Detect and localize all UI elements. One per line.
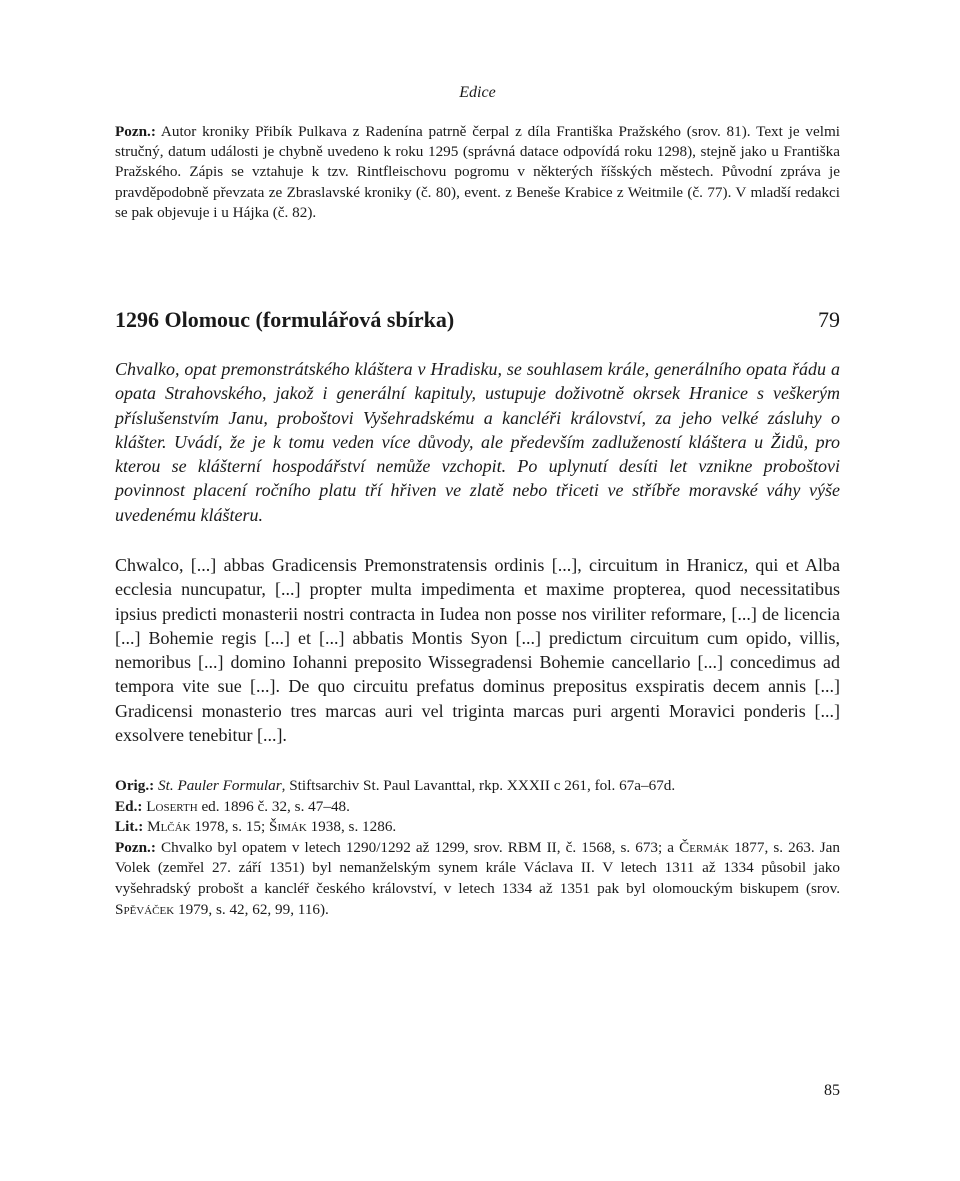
pozn-author-2: Spěváček [115,900,175,918]
lit-author-1: Mlčák [147,818,191,836]
orig-label: Orig.: [115,777,155,794]
running-head: Edice [459,84,496,101]
entry-title: 1296 Olomouc (formulářová sbírka) [115,307,455,332]
pozn-text-3: 1979, s. 42, 62, 99, 116). [174,900,329,918]
lit-rest-1: 1978, s. 15; [190,818,269,836]
ed-author: Loserth [146,797,198,815]
apparatus-orig [115,776,840,797]
top-note-text: Autor kroniky Přibík Pulkava z Radenína patrně čerpal z díla Františka Pražského (srov. 81). Text je velmi stručný, datum události je chybně uvedeno k roku 1295 (správná datace odpovídá roku 1298), stejně jako u Františka Pražského. Zápis se vztahuje k tzv. Rintfleischovu pogromu v některých říšských městech. Původní zpráva je pravděpodobně převzata ze Zbraslavské kroniky (č. 80), event. z Beneše Krabice z Weitmile (č. 77). V mladší redakci se pak objevuje i u Hájka (č. 82). [115,123,841,221]
lit-author-2: Šimák [269,818,307,836]
pozn-text-1: Chvalko byl opatem v letech 1290/1292 až 1299, srov. RBM II, č. 1568, s. 673; a [161,838,680,856]
apparatus-ed [115,797,840,818]
apparatus-pozn [115,838,840,920]
regest-paragraph: Chvalko, opat premonstrátského kláštera v Hradisku, se souhlasem krále, generálního opata řádu a opata Strahovského, jakož i generální kapituly, ustupuje doživotně okrsek Hranice s veškerým příslušenstvím Janu, proboštovi Vyšehradskému a kancléři království, za jeho velké zásluhy o klášter. Uvádí, že je k tomu veden více důvody, ale především zadlužeností kláštera u Židů, pro kterou se klášterní hospodářství nemůže vzchopit. Po uplynutí desíti let vznikne proboštovi povinnost placení ročního platu tří hřiven ve zlatě nebo třiceti ve stříbře moravské váhy výše uvedenému klášteru. [115,359,840,525]
ed-label: Ed.: [115,797,143,815]
top-note [115,122,840,223]
entry-heading [115,307,840,333]
latin-text-paragraph: Chwalco, [...] abbas Gradicensis Premonstratensis ordinis [...], circuitum in Hranicz, qui et Alba ecclesia nuncupatur, [...] propter multa impedimenta et maxime propterea, quod necessitatibus ipsius predicti monasterii nostri contracta in Iudea non posse nos viriliter reformare, [...] de licencia [...] Bohemie regis [...] et [...] abbatis Montis Syon [...] predictum circuitum cum opido, villis, nemoribus [...] domino Iohanni preposito Wissegradensi Bohemie cancellario [...] concedimus ad tempora vite sue [...]. De quo circuitu prefatus dominus prepositus exspiratis decem annis [...] Gradicensi monasterio tres marcas auri vel triginta marcas puri argenti Moravici ponderis [...] exsolvere tenebitur [...]. [115,555,840,746]
entry-number: 79 [818,307,840,332]
pozn-author-1: Čermák [679,838,729,856]
pozn-text-2: 1877, s. 263. Jan Volek (zemřel 27. září 1351) byl nemanželským synem krále Václava II. V letech 1311 až 1334 působil jako vyšehradský probošt a kancléř českého království, v letech 1334 až 1351 pak byl olomouckým biskupem (srov. [115,838,841,897]
ed-rest: ed. 1896 č. 32, s. 47–48. [197,797,350,815]
orig-title: St. Pauler Formular [158,777,282,794]
page [115,0,840,1181]
lit-label: Lit.: [115,818,144,836]
apparatus-lit [115,817,840,838]
lit-rest-2: 1938, s. 1286. [306,818,397,836]
top-note-label: Pozn.: [115,123,156,140]
critical-apparatus [115,776,840,920]
pozn-label: Pozn.: [115,838,156,856]
orig-rest: , Stiftsarchiv St. Paul Lavanttal, rkp. XXXII c 261, fol. 67a–67d. [281,777,676,794]
page-number: 85 [824,1082,840,1099]
